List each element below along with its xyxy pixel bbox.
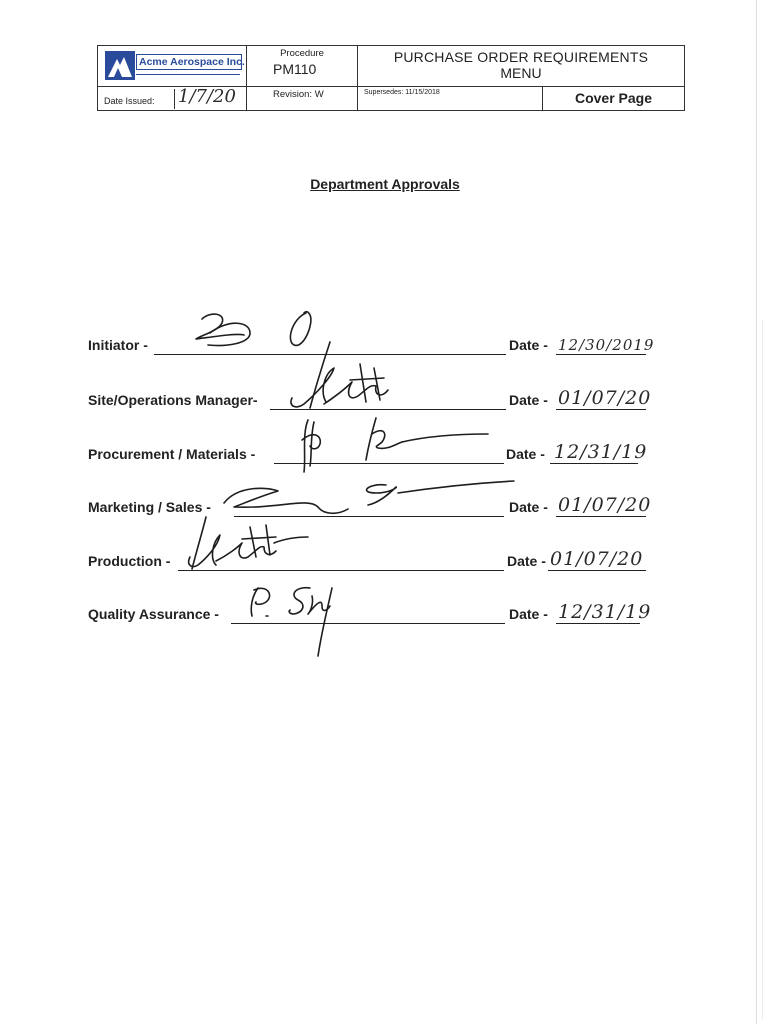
company-logo-cell [98, 46, 247, 87]
page-edge [756, 0, 757, 1024]
approval-label: Procurement / Materials - [88, 446, 256, 462]
revision-label: Revision: W [273, 89, 324, 100]
approval-date: 12/31/19 [558, 601, 652, 623]
date-label: Date - [509, 499, 548, 515]
approval-label: Marketing / Sales - [88, 499, 211, 515]
approval-date: 12/30/2019 [558, 336, 655, 354]
date-line [556, 623, 640, 624]
procurement-signature [298, 416, 498, 476]
approval-date: 12/31/19 [554, 441, 648, 463]
approval-row-marketing-sales [88, 493, 658, 517]
cell-divider [174, 89, 175, 109]
section-heading [0, 176, 770, 194]
approval-row-production [88, 547, 658, 571]
page-edge [762, 320, 763, 1020]
document-title-line2: MENU [500, 65, 542, 81]
date-line [548, 570, 646, 571]
page-label-cell [543, 87, 684, 111]
approval-label: Site/Operations Manager- [88, 392, 258, 408]
section-title: Department Approvals [310, 176, 460, 192]
date-issued-label: Date Issued: [104, 96, 155, 106]
date-label: Date - [506, 446, 545, 462]
approval-row-site-operations-manager [88, 386, 658, 410]
approval-row-procurement-materials [88, 440, 658, 464]
company-logo-icon [105, 51, 135, 80]
site-manager-signature [284, 340, 404, 416]
approval-label: Production - [88, 553, 171, 569]
date-label: Date - [509, 392, 548, 408]
quality-assurance-signature [244, 586, 364, 662]
page-label: Cover Page [574, 90, 653, 106]
company-name: Acme Aerospace Inc. [136, 54, 242, 70]
revision-cell [247, 87, 358, 111]
approval-row-quality-assurance [88, 600, 658, 624]
procedure-label: Procedure [280, 48, 324, 59]
procedure-number: PM110 [273, 61, 317, 77]
procedure-cell [247, 46, 358, 87]
document-header [97, 45, 685, 111]
date-line [556, 516, 646, 517]
date-line [556, 354, 646, 355]
date-issued-cell [98, 87, 247, 111]
approval-date: 01/07/20 [558, 494, 652, 516]
date-label: Date - [507, 553, 546, 569]
document-title-line1: PURCHASE ORDER REQUIREMENTS [393, 49, 649, 65]
logo-rule [136, 74, 240, 75]
production-signature [184, 513, 324, 573]
approval-date: 01/07/20 [550, 548, 644, 570]
approval-date: 01/07/20 [558, 387, 652, 409]
date-label: Date - [509, 337, 548, 353]
date-line [556, 409, 646, 410]
title-cell [358, 46, 684, 87]
date-issued-value: 1/7/20 [178, 86, 236, 107]
approval-label: Quality Assurance - [88, 606, 219, 622]
approval-label: Initiator - [88, 337, 148, 353]
supersedes-cell [358, 87, 543, 111]
date-label: Date - [509, 606, 548, 622]
supersedes-label: Supersedes: 11/15/2018 [364, 89, 440, 96]
date-line [550, 463, 638, 464]
